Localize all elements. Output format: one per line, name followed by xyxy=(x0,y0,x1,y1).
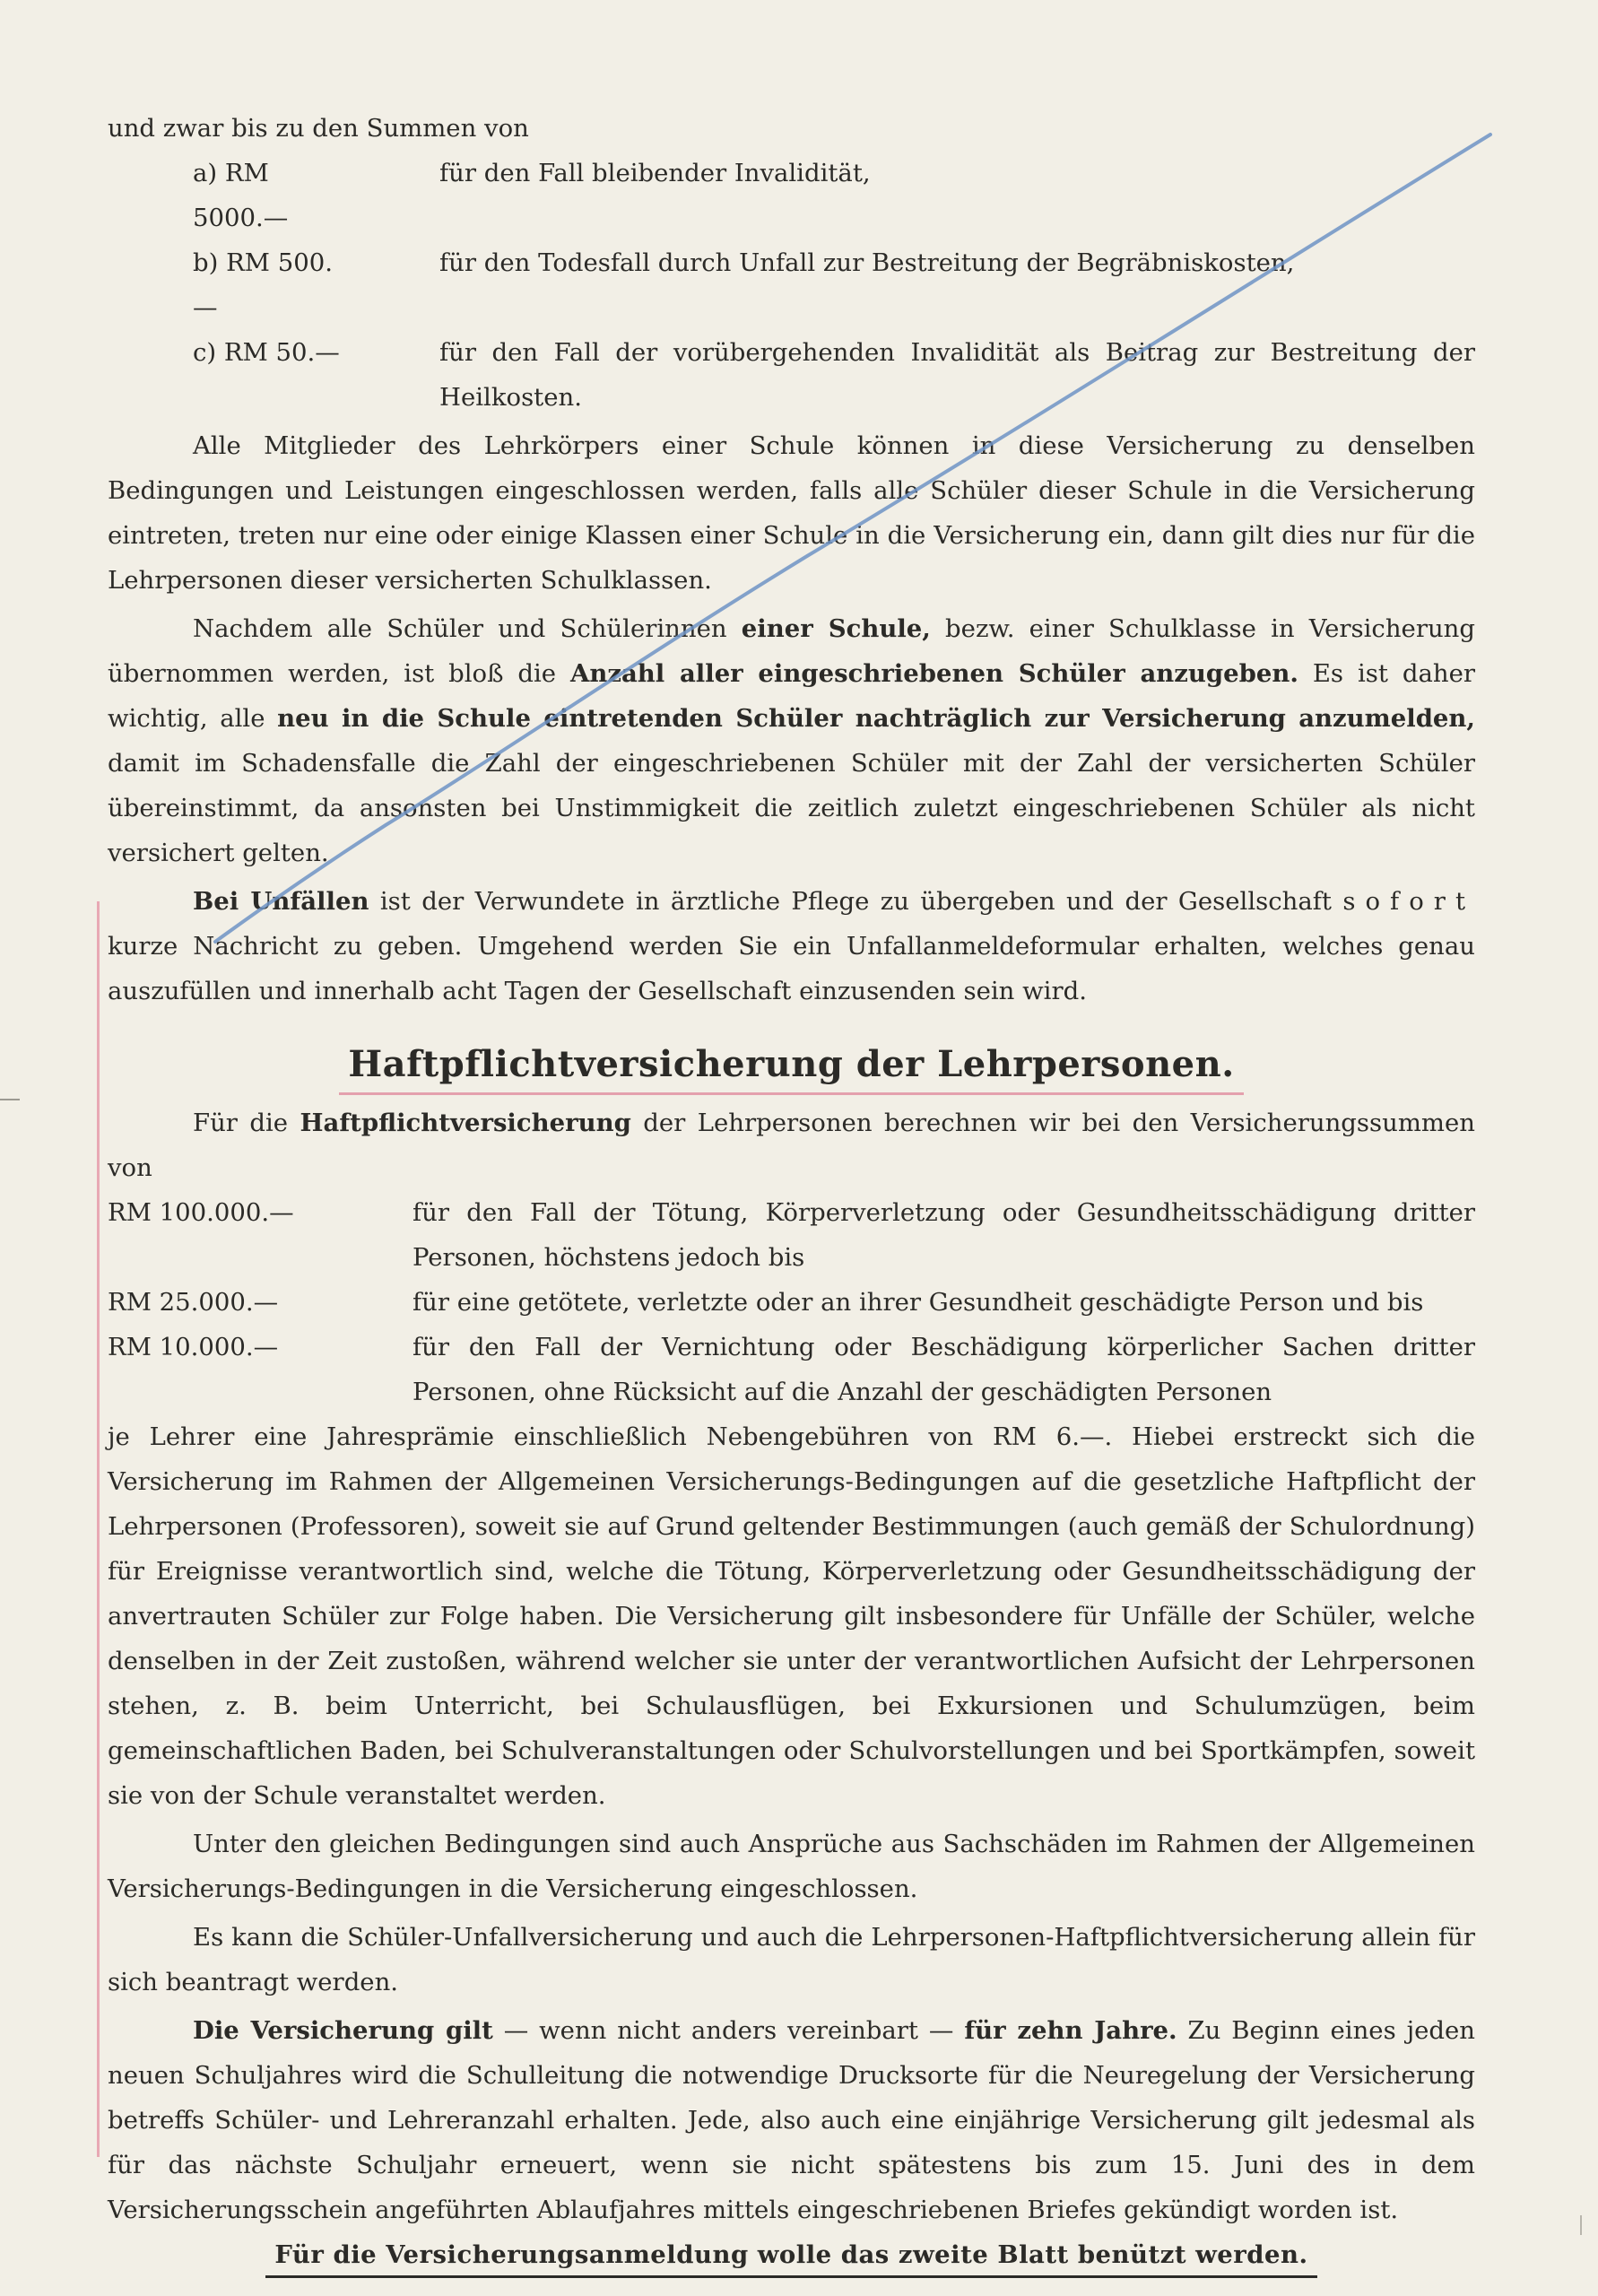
liability-intro: Für die Haftpflichtversicherung der Lehrpersonen berechnen wir bei den Versicherungssummen von xyxy=(108,1109,1475,1182)
paragraph-accidents: Bei Unfällen ist der Verwundete in ärztliche Pflege zu übergeben und der Gesellschaft sofort kurze Nachricht zu geben. Umgehend werden Sie ein Unfallanmeldeformular erhalten, welches genau auszufüllen und innerhalb acht Tagen der Gesellschaft einzusenden sein wird. xyxy=(108,887,1475,1005)
section-heading: Haftpflichtversicherung der Lehrpersonen. xyxy=(339,1039,1243,1095)
paragraph-teachers: Alle Mitglieder des Lehrkörpers einer Schule können in diese Versicherung zu denselben Bedingungen und Leistungen eingeschlossen werden, falls alle Schüler dieser Schule in die Versicherung eintreten, treten nur eine oder einige Klassen einer Schule in die Versicherung ein, dann gilt dies nur für die Lehrpersonen dieser versicherten Schulklassen. xyxy=(108,431,1475,595)
paragraph-premium: je Lehrer eine Jahresprämie einschließlich Nebengebühren von RM 6.—. Hiebei erstreckt sich die Versicherung im Rahmen der Allgemeinen Versicherungs-Bedingungen auf die gesetzliche Haftpflicht der Lehrpersonen (Professoren), soweit sie auf Grund geltender Bestimmungen (auch gemäß der Schulordnung) für Ereignisse verantwortlich sind, welche die Tötung, Körperverletzung oder Gesundheitsschädigung der anvertrauten Schüler zur Folge haben. Die Versicherung gilt insbesondere für Unfälle der Schüler, welche denselben in der Zeit zustoßen, während welcher sie unter der verantwortlichen Aufsicht der Lehrpersonen stehen, z. B. beim Unterricht, bei Schulausflügen, bei Exkursionen und Schulumzügen, beim gemeinschaftlichen Baden, bei Schulveranstaltungen oder Schulvorstellungen und bei Sportkämpfen, soweit sie von der Schule veranstaltet werden. xyxy=(108,1422,1475,1810)
edge-mark xyxy=(1580,2215,1598,2235)
list-text: für den Fall der Vernichtung oder Beschädigung körperlicher Sachen dritter Personen, ohne Rücksicht auf die Anzahl der geschädigten Personen xyxy=(413,1333,1475,1406)
list-amount: RM 10.000.— xyxy=(108,1333,279,1361)
list-text: für den Fall der vorübergehenden Invalidität als Beitrag zur Bestreitung der Heilkosten. xyxy=(439,338,1475,412)
list-text: für den Fall bleibender Invalidität, xyxy=(439,159,871,187)
list-item xyxy=(108,151,1475,240)
paragraph-term: Die Versicherung gilt — wenn nicht anders vereinbart — für zehn Jahre. Zu Beginn eines jeden neuen Schuljahres wird die Schulleitung die notwendige Drucksorte für die Neuregelung der Versicherung betreffs Schüler- und Lehreranzahl erhalten. Jede, also auch eine einjährige Versicherung gilt jedesmal als für das nächste Schuljahr erneuert, wenn sie nicht spätestens bis zum 15. Juni des in dem Versicherungsschein angeführten Ablaufjahres mittels eingeschriebenen Briefes gekündigt worden ist. xyxy=(108,2016,1476,2224)
list-item xyxy=(108,1190,1475,1280)
document-text xyxy=(108,106,1475,2278)
list-item xyxy=(108,330,1475,420)
list-amount: RM 100.000.— xyxy=(108,1198,294,1227)
list-label: c) RM 50.— xyxy=(193,338,340,367)
paragraph-separate: Es kann die Schüler-Unfallversicherung und auch die Lehrpersonen-Haftpflichtversicherung allein für sich beantragt werden. xyxy=(108,1923,1475,1996)
list-text: für den Fall der Tötung, Körperverletzung oder Gesundheitsschädigung dritter Personen, höchstens jedoch bis xyxy=(413,1198,1475,1272)
section-heading-wrap xyxy=(108,1039,1475,1095)
red-margin-line xyxy=(97,901,100,2157)
list-text: für den Todesfall durch Unfall zur Bestreitung der Begräbniskosten, xyxy=(439,248,1295,277)
intro-line: und zwar bis zu den Summen von xyxy=(108,114,529,143)
list-amount: RM 25.000.— xyxy=(108,1288,279,1317)
list-item xyxy=(108,240,1475,330)
paragraph-pupils: Nachdem alle Schüler und Schülerinnen einer Schule, bezw. einer Schulklasse in Versicherung übernommen werden, ist bloß die Anzahl aller eingeschriebenen Schüler anzugeben. Es ist daher wichtig, alle neu in die Schule eintretenden Schüler nachträglich zur Versicherung anzumelden, damit im Schadensfalle die Zahl der eingeschriebenen Schüler mit der Zahl der versicherten Schüler übereinstimmt, da ansonsten bei Unstimmigkeit die zeitlich zuletzt eingeschriebenen Schüler als nicht versichert gelten. xyxy=(108,614,1475,867)
final-note-wrap xyxy=(108,2232,1475,2278)
margin-tick-mark xyxy=(0,1099,20,1100)
list-text: für eine getötete, verletzte oder an ihrer Gesundheit geschädigte Person und bis xyxy=(413,1288,1424,1317)
list-label: b) RM 500.— xyxy=(193,248,333,322)
final-note: Für die Versicherungsanmeldung wolle das zweite Blatt benützt werden. xyxy=(265,2234,1316,2278)
list-item xyxy=(108,1280,1475,1325)
list-item xyxy=(108,1325,1475,1414)
paragraph-property: Unter den gleichen Bedingungen sind auch Ansprüche aus Sachschäden im Rahmen der Allgemeinen Versicherungs-Bedingungen in die Versicherung eingeschlossen. xyxy=(108,1830,1475,1903)
list-label: a) RM 5000.— xyxy=(193,159,289,232)
